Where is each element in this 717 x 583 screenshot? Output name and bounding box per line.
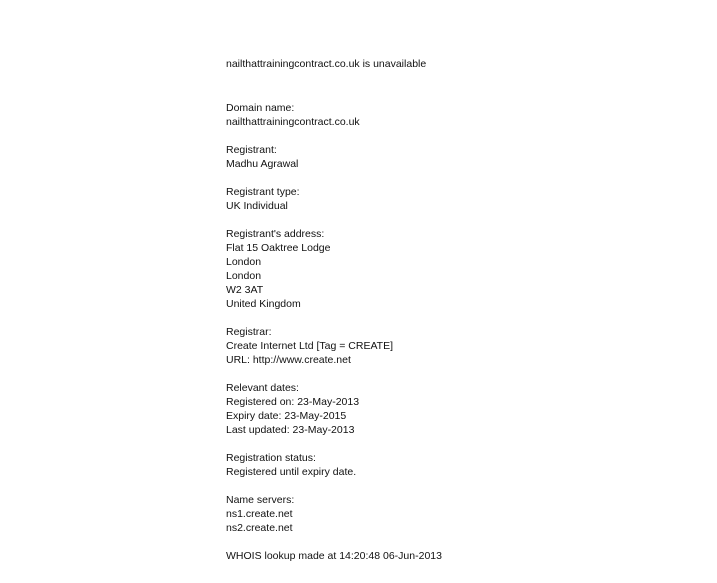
- relevant-dates-label: Relevant dates:: [226, 382, 299, 394]
- registrant-type-section: [226, 185, 442, 213]
- registrar-label: Registrar:: [226, 326, 272, 338]
- last-updated: Last updated: 23-May-2013: [226, 424, 355, 436]
- domain-name-value: nailthattrainingcontract.co.uk: [226, 116, 360, 128]
- name-server: ns1.create.net: [226, 508, 293, 520]
- name-servers-section: [226, 493, 442, 535]
- lookup-timestamp: WHOIS lookup made at 14:20:48 06-Jun-2013: [226, 550, 442, 562]
- address-line: London: [226, 270, 262, 282]
- domain-name-section: [226, 101, 442, 129]
- registrant-section: [226, 143, 442, 171]
- registrant-type-label: Registrant type:: [226, 186, 300, 198]
- availability-headline: nailthattrainingcontract.co.uk is unavailable: [226, 58, 427, 70]
- registrant-address-label: Registrant's address:: [226, 228, 325, 240]
- registrar-name: Create Internet Ltd [Tag = CREATE]: [226, 340, 394, 352]
- registration-status-value: Registered until expiry date.: [226, 466, 357, 478]
- registrant-value: Madhu Agrawal: [226, 158, 299, 170]
- registrar-url: URL: http://www.create.net: [226, 354, 351, 366]
- registration-status-label: Registration status:: [226, 452, 316, 464]
- name-servers-label: Name servers:: [226, 494, 295, 506]
- whois-record: [226, 57, 442, 563]
- relevant-dates-section: [226, 381, 442, 437]
- registered-on: Registered on: 23-May-2013: [226, 396, 360, 408]
- address-line: Flat 15 Oaktree Lodge: [226, 242, 331, 254]
- registrant-address-section: [226, 227, 442, 311]
- expiry-date: Expiry date: 23-May-2015: [226, 410, 347, 422]
- registrar-section: [226, 325, 442, 367]
- registrant-type-value: UK Individual: [226, 200, 288, 212]
- domain-name-label: Domain name:: [226, 102, 295, 114]
- registrant-label: Registrant:: [226, 144, 277, 156]
- name-server: ns2.create.net: [226, 522, 293, 534]
- registration-status-section: [226, 451, 442, 479]
- address-line: London: [226, 256, 262, 268]
- address-line: W2 3AT: [226, 284, 264, 296]
- address-line: United Kingdom: [226, 298, 301, 310]
